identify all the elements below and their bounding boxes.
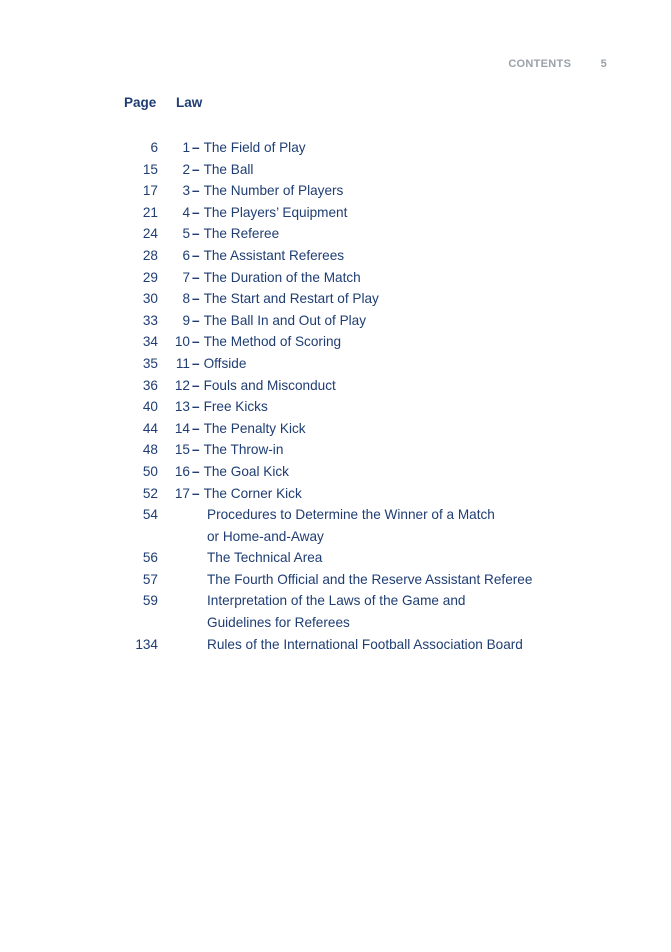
law-title: The Penalty Kick (203, 420, 306, 436)
toc-entry-law[interactable] (0, 223, 671, 245)
section-title-line: Interpretation of the Laws of the Game and (207, 593, 466, 609)
law-number: 8 (182, 291, 190, 307)
running-header (508, 58, 607, 70)
toc-entry-law[interactable] (0, 288, 671, 310)
toc-entry-law[interactable] (0, 180, 671, 202)
column-header-law: Law (176, 95, 203, 110)
law-number: 6 (182, 247, 190, 263)
law-dash: – (192, 442, 200, 458)
toc-entry-law[interactable] (0, 245, 671, 267)
law-title: The Corner Kick (203, 485, 302, 501)
law-title: The Duration of the Match (203, 269, 361, 285)
law-number: 5 (182, 226, 190, 242)
toc-entry-law[interactable] (0, 396, 671, 418)
law-number: 16 (174, 463, 190, 479)
running-header-page-number: 5 (600, 58, 607, 70)
toc-page-number: 34 (142, 334, 158, 350)
law-number: 7 (182, 269, 190, 285)
toc-page-number: 24 (142, 226, 158, 242)
toc-page-number: 36 (142, 377, 158, 393)
law-dash: – (192, 355, 200, 371)
law-dash: – (192, 463, 200, 479)
law-title: Fouls and Misconduct (203, 377, 336, 393)
law-dash: – (192, 377, 200, 393)
toc-entry-section[interactable] (0, 590, 671, 633)
law-number: 1 (182, 140, 190, 155)
toc-page-number: 44 (142, 420, 158, 436)
law-title: The Method of Scoring (203, 334, 342, 350)
law-number: 2 (182, 161, 190, 177)
section-title-line: Procedures to Determine the Winner of a Match (207, 507, 495, 523)
column-header-page: Page (124, 95, 157, 110)
toc-page-number: 17 (142, 183, 158, 199)
law-title: The Number of Players (203, 183, 344, 199)
toc-page-number: 21 (142, 204, 158, 220)
law-dash: – (192, 247, 200, 263)
section-title-line: Guidelines for Referees (207, 615, 350, 631)
toc-entry-section[interactable] (0, 504, 671, 547)
law-number: 9 (182, 312, 190, 328)
toc-entry-law[interactable] (0, 331, 671, 353)
law-dash: – (192, 226, 200, 242)
toc-page-number: 57 (142, 571, 158, 587)
toc-entry-law[interactable] (0, 267, 671, 289)
law-number: 13 (174, 399, 190, 415)
toc-entry-law[interactable] (0, 137, 671, 159)
toc-page-number: 30 (142, 291, 158, 307)
law-number: 4 (182, 204, 190, 220)
law-number: 14 (174, 420, 190, 436)
law-dash: – (192, 312, 200, 328)
law-number: 12 (174, 377, 190, 393)
section-title-line: Rules of the International Football Association Board (207, 636, 523, 652)
toc-entry-law[interactable] (0, 202, 671, 224)
toc-page-number: 59 (142, 593, 158, 609)
section-title-line: The Technical Area (207, 550, 323, 566)
toc-entry-law[interactable] (0, 439, 671, 461)
toc-page-number: 29 (142, 269, 158, 285)
toc-page-number: 28 (142, 247, 158, 263)
law-dash: – (192, 420, 200, 436)
toc-entry-section[interactable] (0, 547, 671, 569)
toc-entry-law[interactable] (0, 310, 671, 332)
law-title: The Start and Restart of Play (203, 291, 379, 307)
toc-page-number: 52 (142, 485, 158, 501)
law-number: 17 (174, 485, 190, 501)
toc-page-number: 48 (142, 442, 158, 458)
law-title: The Assistant Referees (203, 247, 345, 263)
law-dash: – (192, 269, 200, 285)
toc-entry-section[interactable] (0, 634, 671, 656)
toc-entry-law[interactable] (0, 353, 671, 375)
law-title: Offside (203, 355, 247, 371)
law-number: 15 (174, 442, 190, 458)
table-of-contents (0, 137, 671, 655)
toc-entry-law[interactable] (0, 418, 671, 440)
toc-entry-law[interactable] (0, 461, 671, 483)
law-number: 11 (175, 355, 190, 371)
toc-page-number: 54 (142, 507, 158, 523)
law-title: The Field of Play (203, 140, 306, 155)
law-title: The Goal Kick (203, 463, 289, 479)
law-title: The Referee (203, 226, 280, 242)
toc-entry-law[interactable] (0, 159, 671, 181)
law-dash: – (192, 183, 200, 199)
toc-entry-section[interactable] (0, 569, 671, 591)
law-dash: – (192, 291, 200, 307)
law-number: 3 (182, 183, 190, 199)
toc-page-number: 15 (142, 161, 158, 177)
toc-page-number: 6 (150, 140, 158, 155)
toc-page-number: 33 (142, 312, 158, 328)
law-title: The Throw-in (203, 442, 284, 458)
toc-page-number: 50 (142, 463, 158, 479)
toc-column-headers (0, 95, 671, 113)
law-dash: – (192, 399, 200, 415)
toc-page-number: 56 (142, 550, 158, 566)
toc-page-number: 35 (142, 355, 158, 371)
law-dash: – (192, 334, 200, 350)
section-title-line: or Home-and-Away (207, 528, 324, 544)
law-title: The Ball In and Out of Play (203, 312, 367, 328)
law-title: Free Kicks (203, 399, 268, 415)
toc-page-number: 40 (142, 399, 158, 415)
law-dash: – (192, 140, 200, 155)
running-header-title: CONTENTS (508, 58, 572, 70)
toc-entry-law[interactable] (0, 375, 671, 397)
section-title-line: The Fourth Official and the Reserve Assistant Referee (207, 571, 533, 587)
law-title: The Ball (203, 161, 254, 177)
law-dash: – (192, 204, 200, 220)
toc-page-number: 134 (135, 636, 158, 652)
law-dash: – (192, 485, 200, 501)
toc-entry-law[interactable] (0, 483, 671, 505)
law-dash: – (192, 161, 200, 177)
law-number: 10 (174, 334, 190, 350)
law-title: The Players’ Equipment (203, 204, 348, 220)
